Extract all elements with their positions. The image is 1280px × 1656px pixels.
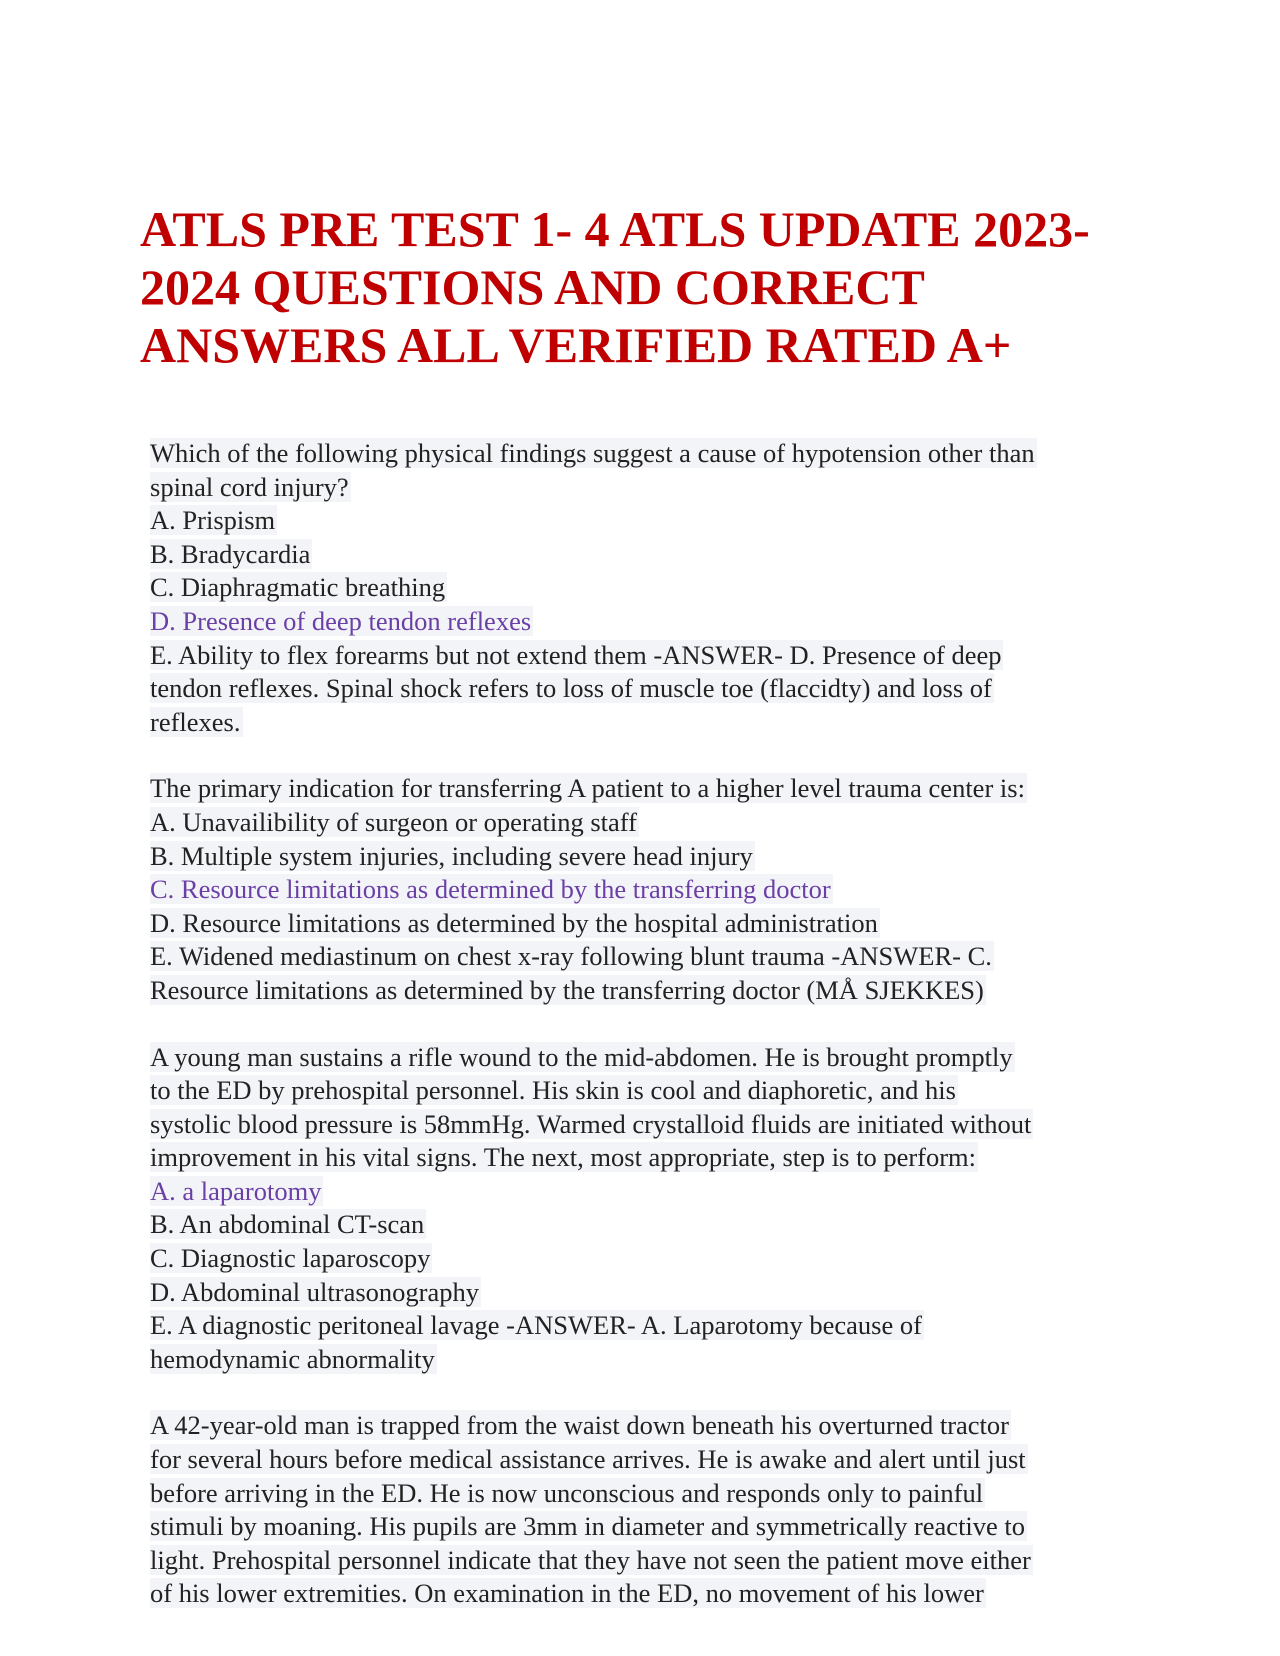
question-text-line: [150, 672, 1140, 706]
line-text: C. Resource limitations as determined by the transferring doctor: [150, 874, 831, 905]
question-text-line: [150, 806, 1140, 840]
line-text: A. Prispism: [150, 505, 276, 536]
question-text-line: [150, 639, 1140, 673]
line-text: C. Diaphragmatic breathing: [150, 572, 446, 603]
line-text: B. Bradycardia: [150, 538, 311, 569]
question-text-line: [150, 1041, 1140, 1075]
line-text: for several hours before medical assistance arrives. He is awake and alert until just: [150, 1444, 1026, 1475]
question-block: [150, 1409, 1140, 1611]
line-text: E. Ability to flex forearms but not extend them -ANSWER- D. Presence of deep: [150, 639, 1002, 670]
question-text-line: [150, 840, 1140, 874]
line-text: A 42-year-old man is trapped from the waist down beneath his overturned tractor: [150, 1410, 1009, 1441]
question-text-line: [150, 1242, 1140, 1276]
correct-answer-option: [150, 605, 1140, 639]
question-text-line: [150, 471, 1140, 505]
document-title: [140, 200, 1150, 374]
question-text-line: [150, 1409, 1140, 1443]
question-text-line: [150, 1343, 1140, 1377]
question-text-line: [150, 1443, 1140, 1477]
line-text: D. Presence of deep tendon reflexes: [150, 605, 532, 636]
line-text: D. Abdominal ultrasonography: [150, 1276, 479, 1307]
question-block: [150, 1041, 1140, 1377]
question-text-line: [150, 1108, 1140, 1142]
correct-answer-option: [150, 1175, 1140, 1209]
line-text: systolic blood pressure is 58mmHg. Warmed crystalloid fluids are initiated without: [150, 1108, 1032, 1139]
question-text-line: [150, 1577, 1140, 1611]
question-text-line: [150, 1074, 1140, 1108]
line-text: A. Unavailibility of surgeon or operating staff: [150, 806, 637, 837]
line-text: of his lower extremities. On examination in the ED, no movement of his lower: [150, 1578, 984, 1609]
line-text: improvement in his vital signs. The next, most appropriate, step is to perform:: [150, 1142, 977, 1173]
line-text: stimuli by moaning. His pupils are 3mm in diameter and symmetrically reactive to: [150, 1511, 1026, 1542]
line-text: B. Multiple system injuries, including severe head injury: [150, 840, 753, 871]
title-line: ANSWERS ALL VERIFIED RATED A+: [140, 317, 1012, 373]
question-text-line: [150, 1309, 1140, 1343]
question-text-line: [150, 1544, 1140, 1578]
question-text-line: [150, 1510, 1140, 1544]
question-text-line: [150, 538, 1140, 572]
question-text-line: [150, 772, 1140, 806]
question-text-line: [150, 571, 1140, 605]
correct-answer-option: [150, 873, 1140, 907]
question-block: [150, 437, 1140, 739]
questions-body: [150, 437, 1140, 1644]
question-block: [150, 772, 1140, 1007]
line-text: to the ED by prehospital personnel. His skin is cool and diaphoretic, and his: [150, 1075, 956, 1106]
line-text: E. Widened mediastinum on chest x-ray following blunt trauma -ANSWER- C.: [150, 941, 992, 972]
line-text: Which of the following physical findings suggest a cause of hypotension other than: [150, 438, 1035, 468]
line-text: before arriving in the ED. He is now unconscious and responds only to painful: [150, 1477, 984, 1508]
question-text-line: [150, 504, 1140, 538]
line-text: spinal cord injury?: [150, 471, 349, 502]
line-text: The primary indication for transferring A patient to a higher level trauma center is:: [150, 773, 1025, 804]
title-line: 2024 QUESTIONS AND CORRECT: [140, 259, 925, 315]
question-text-line: [150, 1477, 1140, 1511]
question-text-line: [150, 1276, 1140, 1310]
line-text: tendon reflexes. Spinal shock refers to loss of muscle toe (flaccidty) and loss of: [150, 673, 992, 704]
question-text-line: [150, 940, 1140, 974]
title-line: ATLS PRE TEST 1- 4 ATLS UPDATE 2023-: [140, 201, 1090, 257]
question-text-line: [150, 1208, 1140, 1242]
line-text: hemodynamic abnormality: [150, 1343, 435, 1374]
question-text-line: [150, 1141, 1140, 1175]
question-text-line: [150, 437, 1140, 471]
question-text-line: [150, 907, 1140, 941]
question-text-line: [150, 706, 1140, 740]
line-text: reflexes.: [150, 706, 241, 737]
line-text: E. A diagnostic peritoneal lavage -ANSWER- A. Laparotomy because of: [150, 1310, 922, 1341]
line-text: C. Diagnostic laparoscopy: [150, 1243, 431, 1274]
question-text-line: [150, 974, 1140, 1008]
line-text: light. Prehospital personnel indicate that they have not seen the patient move either: [150, 1544, 1031, 1575]
line-text: D. Resource limitations as determined by the hospital administration: [150, 907, 878, 938]
line-text: B. An abdominal CT-scan: [150, 1209, 425, 1240]
line-text: Resource limitations as determined by the transferring doctor (MÅ SJEKKES): [150, 974, 984, 1005]
line-text: A. a laparotomy: [150, 1175, 322, 1206]
line-text: A young man sustains a rifle wound to the mid-abdomen. He is brought promptly: [150, 1041, 1013, 1072]
